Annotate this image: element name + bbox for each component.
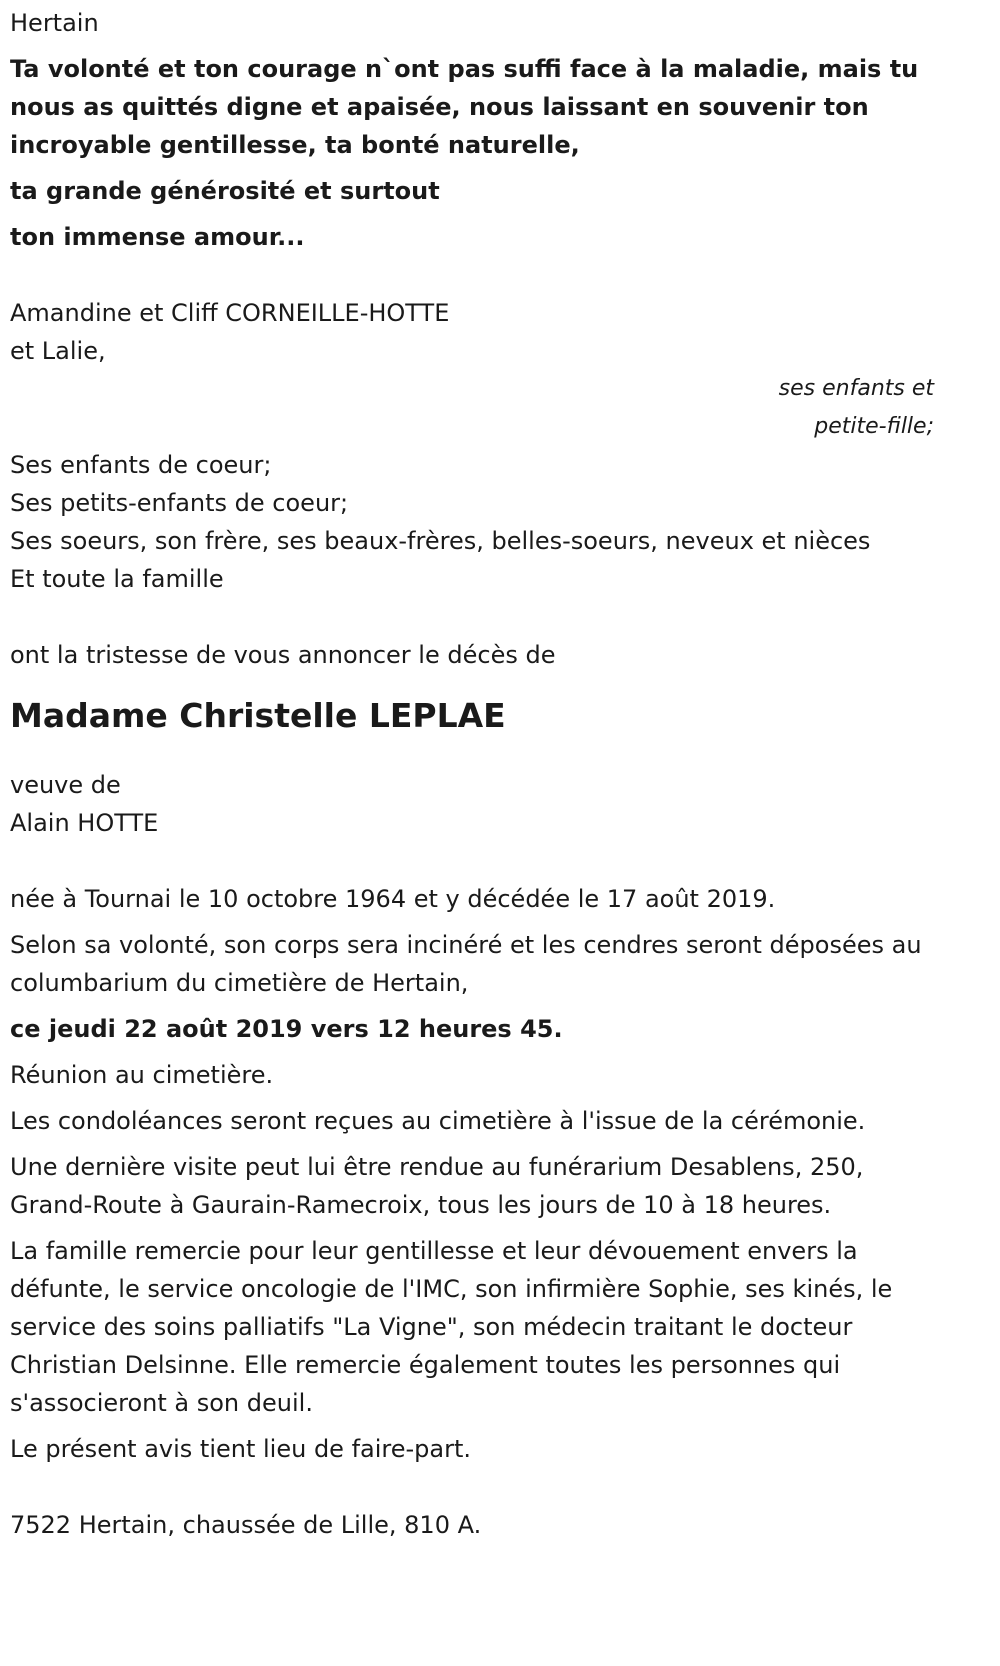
verse-paragraph: Ta volonté et ton courage n`ont pas suffi face à la maladie, mais tu nous as quittés digne et apaisée, nous laissant en souvenir ton incroyable gentillesse, ta bonté naturelle,	[10, 55, 919, 159]
address-text: 7522 Hertain, chaussée de Lille, 810 A.	[10, 1511, 482, 1539]
children-names: Amandine et Cliff CORNEILLE-HOTTE	[10, 299, 450, 327]
location-heading: Hertain	[10, 9, 99, 37]
ceremony-date-time: ce jeudi 22 août 2019 vers 12 heures 45.	[10, 1015, 563, 1043]
birth-death-line: née à Tournai le 10 octobre 1964 et y décédée le 17 août 2019.	[10, 885, 776, 913]
family-line: Ses soeurs, son frère, ses beaux-frères, belles-soeurs, neveux et nièces	[10, 527, 871, 555]
deceased-name: Madame Christelle LEPLAE	[10, 696, 506, 735]
family-line: Et toute la famille	[10, 565, 224, 593]
family-line: Ses petits-enfants de coeur;	[10, 489, 349, 517]
obituary-notice	[10, 4, 934, 1544]
announcement-text: ont la tristesse de vous annoncer le décès de	[10, 641, 556, 669]
verse-line-generosity: ta grande générosité et surtout	[10, 177, 440, 205]
grandchild-name: et Lalie,	[10, 337, 106, 365]
verse-line-love: ton immense amour...	[10, 223, 305, 251]
widow-label: veuve de	[10, 771, 121, 799]
family-line: Ses enfants de coeur;	[10, 451, 272, 479]
meeting-text: Réunion au cimetière.	[10, 1061, 274, 1089]
visit-text: Une dernière visite peut lui être rendue au funérarium Desablens, 250, Grand-Route à Gaurain-Ramecroix, tous les jours de 10 à 18 heures.	[10, 1153, 864, 1219]
thanks-text: La famille remercie pour leur gentillesse et leur dévouement envers la défunte, le service oncologie de l'IMC, son infirmière Sophie, ses kinés, le service des soins palliatifs "La Vigne", son médecin traitant le docteur Christian Delsinne. Elle remercie également toutes les personnes qui s'associeront à son deuil.	[10, 1237, 893, 1417]
relation-label-line2: petite-fille;	[814, 414, 934, 439]
condolences-text: Les condoléances seront reçues au cimetière à l'issue de la cérémonie.	[10, 1107, 866, 1135]
cremation-text: Selon sa volonté, son corps sera incinéré et les cendres seront déposées au columbarium du cimetière de Hertain,	[10, 931, 922, 997]
spouse-name: Alain HOTTE	[10, 809, 159, 837]
relation-label-line1: ses enfants et	[778, 376, 934, 401]
notice-text: Le présent avis tient lieu de faire-part.	[10, 1435, 472, 1463]
